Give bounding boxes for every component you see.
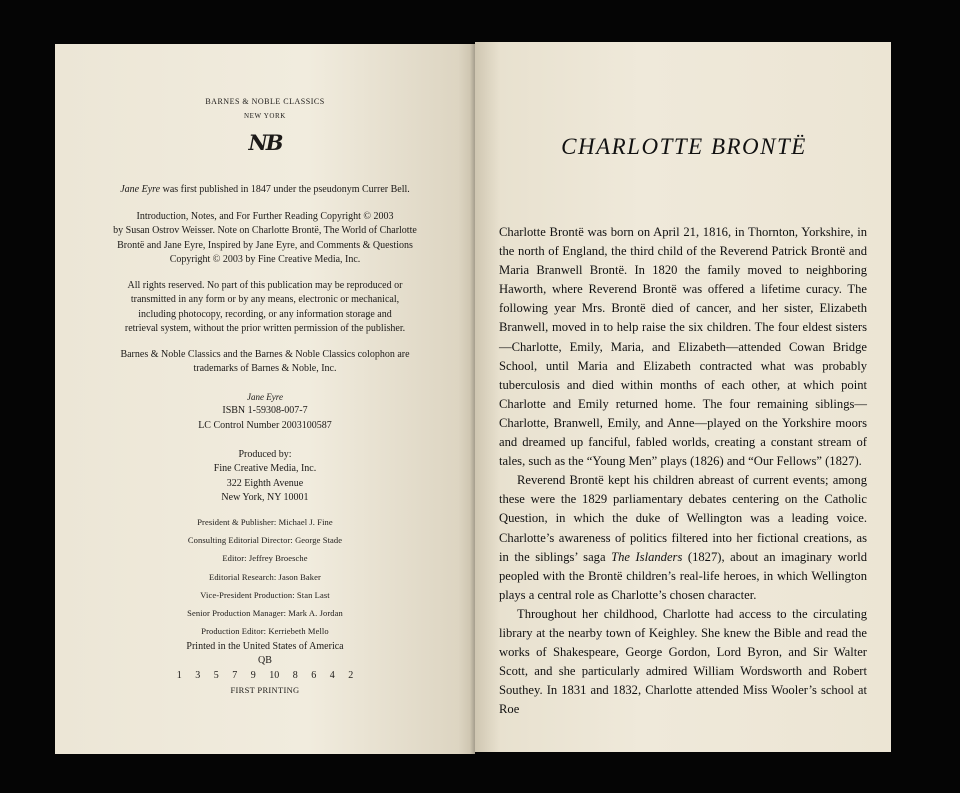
paragraph-text: (1827), about an imaginary world peopled with the Brontë children’s real-life heroes, in which Wellington plays a central role as Charlotte’s chosen character. — [499, 549, 867, 602]
copyright-notice — [55, 210, 475, 267]
copyright-line: Brontë and Jane Eyre, Inspired by Jane Eyre, and Comments & Questions — [117, 239, 413, 251]
credit-line: Vice-President Production: Stan Last — [200, 589, 330, 600]
rights-line: All rights reserved. No part of this publication may be reproduced or — [127, 280, 403, 291]
publisher-city: NEW YORK — [244, 112, 286, 120]
page-title: CHARLOTTE BRONTË — [561, 134, 807, 159]
rights-line: transmitted in any form or by any means, electronic or mechanical, — [130, 294, 400, 306]
rights-line: including photocopy, recording, or any information storage and — [138, 308, 392, 320]
trademark-line: Barnes & Noble Classics and the Barnes & Noble Classics colophon are — [120, 349, 410, 360]
first-published-rest: was first published in 1847 under the pseudonym Currer Bell. — [162, 184, 410, 195]
credit-line: Editorial Research: Jason Baker — [209, 571, 321, 582]
credit-line: Senior Production Manager: Mark A. Jordan — [187, 608, 343, 619]
staff-credits — [55, 513, 475, 640]
paragraph-text: Reverend Brontë kept his children abreast of current events; among these were the 1829 parliamentary debates centering on the Catholic Question, in which the duke of Wellington was a leading voice. Charlotte’s awareness of politics filtered into her fictional creations, as in the siblings’ saga — [499, 473, 867, 564]
first-published-title: Jane Eyre — [120, 184, 161, 195]
publisher-logo: NB — [248, 130, 282, 155]
producer-info — [55, 448, 475, 505]
trademark-notice — [55, 348, 475, 377]
produced-by-label: Produced by: — [238, 449, 292, 460]
copyright-line: by Susan Ostrov Weisser. Note on Charlotte Brontë, The World of Charlotte — [113, 225, 417, 237]
printing-edition: FIRST PRINTING — [230, 684, 300, 695]
rights-line: retrieval system, without the prior written permission of the publisher. — [124, 322, 406, 334]
work-title: The Islanders — [611, 549, 683, 564]
copyright-page — [55, 44, 475, 754]
paragraph — [499, 471, 867, 605]
printed-in: Printed in the United States of America — [186, 641, 344, 652]
producer-name: Fine Creative Media, Inc. — [213, 463, 317, 475]
printer-code: QB — [258, 655, 272, 667]
printing-numbers: 1 3 5 7 9 10 8 6 4 2 — [176, 669, 354, 681]
credit-line: Consulting Editorial Director: George Stade — [187, 535, 343, 546]
credit-line: President & Publisher: Michael J. Fine — [197, 517, 333, 527]
isbn: ISBN 1-59308-007-7 — [222, 405, 308, 417]
paragraph: Throughout her childhood, Charlotte had access to the circulating library at the nearby town of Keighley. She knew the Bible and read the works of Shakespeare, George Gordon, Lord Byron, and Sir Walter Scott, and she particularly admired William Wordsworth and Robert Southey. In 1831 and 1832, Charlotte attended Miss Wooler’s school at Roe — [499, 606, 867, 717]
biography-page — [475, 42, 891, 752]
producer-city: New York, NY 10001 — [221, 491, 309, 503]
copyright-line: Introduction, Notes, and For Further Reading Copyright © 2003 — [136, 211, 394, 222]
paragraph: Charlotte Brontë was born on April 21, 1816, in Thornton, Yorkshire, in the north of England, the third child of the Reverend Patrick Brontë and Maria Branwell Brontë. In 1820 the family moved to neighboring Haworth, where Reverend Brontë was offered a lifetime curacy. The following year Mrs. Brontë died of cancer, and her sister, Elizabeth Branwell, moved in to help raise the six children. The four eldest sisters—Charlotte, Emily, Maria, and Elizabeth—attended Cowan Bridge School, until Maria and Elizabeth contracted what was probably tuberculosis and died within months of each other, at which point Charlotte and Emily returned home. The four remaining siblings—Charlotte, Branwell, Emily, and Anne—played on the Yorkshire moors and dreamed up fanciful, fabled worlds, creating a constant stream of tales, such as the “Young Men” plays (1826) and “Our Fellows” (1827). — [499, 225, 867, 469]
rights-notice — [55, 279, 475, 336]
trademark-line: trademarks of Barnes & Noble, Inc. — [193, 363, 337, 375]
catalog-info — [55, 390, 475, 433]
publisher-name: BARNES & NOBLE CLASSICS — [205, 97, 325, 106]
credit-line: Editor: Jeffrey Broesche — [222, 553, 308, 564]
lc-control-number: LC Control Number 2003100587 — [198, 419, 332, 431]
printing-info — [55, 640, 475, 697]
producer-street: 322 Eighth Avenue — [226, 477, 304, 489]
book-title: Jane Eyre — [247, 392, 283, 402]
copyright-line: Copyright © 2003 by Fine Creative Media, Inc. — [169, 253, 361, 265]
first-published-line — [55, 182, 475, 197]
biography-text — [499, 223, 867, 719]
credit-line: Production Editor: Kerriebeth Mello — [201, 626, 329, 637]
